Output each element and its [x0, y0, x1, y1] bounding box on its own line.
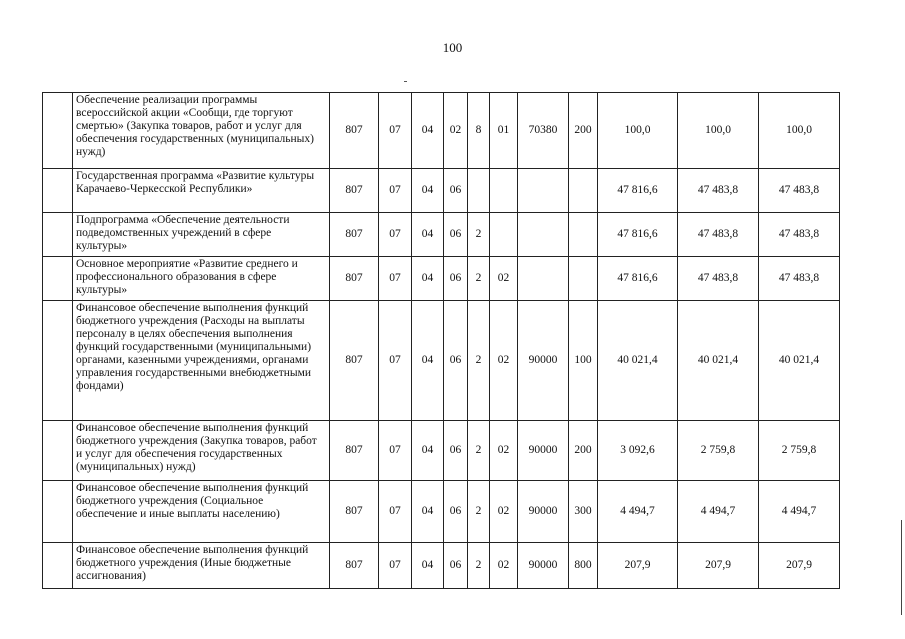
- section-code-cell: 07: [379, 213, 412, 257]
- row-index-cell: [43, 93, 73, 169]
- subprogram-code-cell: 2: [468, 257, 490, 301]
- amount-year-1-cell: 3 092,6: [598, 421, 678, 481]
- row-index-cell: [43, 301, 73, 421]
- grbs-code-cell: 807: [330, 213, 379, 257]
- measure-code-cell: 02: [490, 301, 518, 421]
- expense-type-code-cell: [569, 257, 598, 301]
- subprogram-code-cell: 2: [468, 301, 490, 421]
- grbs-code-cell: 807: [330, 421, 379, 481]
- amount-year-3-cell: 47 483,8: [759, 169, 840, 213]
- program-code-cell: 06: [444, 421, 468, 481]
- expense-type-code-cell: 100: [569, 301, 598, 421]
- program-code-cell: 06: [444, 301, 468, 421]
- amount-year-1-cell: 47 816,6: [598, 257, 678, 301]
- program-code-cell: 06: [444, 257, 468, 301]
- amount-year-2-cell: 100,0: [678, 93, 759, 169]
- row-index-cell: [43, 421, 73, 481]
- expense-type-code-cell: 200: [569, 421, 598, 481]
- section-code-cell: 07: [379, 93, 412, 169]
- row-description: Финансовое обеспечение выполнения функций бюджетного учреждения (Расходы на выплаты персоналу в целях обеспечения выполнения функций государственными (муниципальными) органами, казенными учреждениями, органами управления государственными внебюджетными фондами): [73, 301, 330, 421]
- subsection-code-cell: 04: [412, 93, 444, 169]
- direction-code-cell: 70380: [518, 93, 569, 169]
- row-description: Обеспечение реализации программы всероссийской акции «Сообщи, где торгуют смертью» (Закупка товаров, работ и услуг для обеспечения государственных (муниципальных) нужд): [73, 93, 330, 169]
- section-code-cell: 07: [379, 481, 412, 543]
- table-row: [43, 169, 840, 213]
- grbs-code-cell: 807: [330, 257, 379, 301]
- row-index-cell: [43, 481, 73, 543]
- table-row: [43, 257, 840, 301]
- table-row: [43, 421, 840, 481]
- subsection-code-cell: 04: [412, 301, 444, 421]
- amount-year-2-cell: 40 021,4: [678, 301, 759, 421]
- table-row: [43, 213, 840, 257]
- direction-code-cell: 90000: [518, 421, 569, 481]
- amount-year-1-cell: 100,0: [598, 93, 678, 169]
- program-code-cell: 02: [444, 93, 468, 169]
- amount-year-1-cell: 40 021,4: [598, 301, 678, 421]
- budget-table: [42, 92, 840, 589]
- expense-type-code-cell: [569, 213, 598, 257]
- amount-year-1-cell: 47 816,6: [598, 213, 678, 257]
- amount-year-3-cell: 47 483,8: [759, 213, 840, 257]
- measure-code-cell: 02: [490, 257, 518, 301]
- table-row: [43, 93, 840, 169]
- subprogram-code-cell: [468, 169, 490, 213]
- direction-code-cell: 90000: [518, 481, 569, 543]
- subprogram-code-cell: 2: [468, 213, 490, 257]
- section-code-cell: 07: [379, 421, 412, 481]
- row-description: Подпрограмма «Обеспечение деятельности подведомственных учреждений в сфере культуры»: [73, 213, 330, 257]
- measure-code-cell: [490, 169, 518, 213]
- amount-year-3-cell: 207,9: [759, 543, 840, 589]
- grbs-code-cell: 807: [330, 481, 379, 543]
- amount-year-1-cell: 47 816,6: [598, 169, 678, 213]
- grbs-code-cell: 807: [330, 301, 379, 421]
- page-number: 100: [442, 40, 463, 55]
- measure-code-cell: 02: [490, 481, 518, 543]
- subsection-code-cell: 04: [412, 421, 444, 481]
- expense-type-code-cell: 200: [569, 93, 598, 169]
- row-index-cell: [43, 543, 73, 589]
- section-code-cell: 07: [379, 257, 412, 301]
- scan-artifact-mark: [404, 81, 407, 82]
- row-index-cell: [43, 213, 73, 257]
- row-description: Финансовое обеспечение выполнения функций бюджетного учреждения (Социальное обеспечение и иные выплаты населению): [73, 481, 330, 543]
- expense-type-code-cell: 300: [569, 481, 598, 543]
- measure-code-cell: 02: [490, 543, 518, 589]
- grbs-code-cell: 807: [330, 93, 379, 169]
- direction-code-cell: 90000: [518, 301, 569, 421]
- amount-year-3-cell: 100,0: [759, 93, 840, 169]
- subprogram-code-cell: 2: [468, 421, 490, 481]
- section-code-cell: 07: [379, 543, 412, 589]
- row-description: Государственная программа «Развитие культуры Карачаево-Черкесской Республики»: [73, 169, 330, 213]
- program-code-cell: 06: [444, 543, 468, 589]
- expense-type-code-cell: 800: [569, 543, 598, 589]
- program-code-cell: 06: [444, 213, 468, 257]
- table-row: [43, 543, 840, 589]
- amount-year-3-cell: 2 759,8: [759, 421, 840, 481]
- program-code-cell: 06: [444, 169, 468, 213]
- subsection-code-cell: 04: [412, 543, 444, 589]
- amount-year-2-cell: 47 483,8: [678, 213, 759, 257]
- subsection-code-cell: 04: [412, 257, 444, 301]
- amount-year-2-cell: 4 494,7: [678, 481, 759, 543]
- scan-edge-line: [901, 520, 902, 615]
- amount-year-2-cell: 207,9: [678, 543, 759, 589]
- amount-year-3-cell: 47 483,8: [759, 257, 840, 301]
- section-code-cell: 07: [379, 169, 412, 213]
- subprogram-code-cell: 2: [468, 543, 490, 589]
- measure-code-cell: 02: [490, 421, 518, 481]
- table-row: [43, 301, 840, 421]
- section-code-cell: 07: [379, 301, 412, 421]
- direction-code-cell: 90000: [518, 543, 569, 589]
- row-index-cell: [43, 257, 73, 301]
- subsection-code-cell: 04: [412, 169, 444, 213]
- row-description: Основное мероприятие «Развитие среднего и профессионального образования в сфере культуры»: [73, 257, 330, 301]
- expense-type-code-cell: [569, 169, 598, 213]
- subsection-code-cell: 04: [412, 481, 444, 543]
- grbs-code-cell: 807: [330, 543, 379, 589]
- subprogram-code-cell: 8: [468, 93, 490, 169]
- amount-year-2-cell: 47 483,8: [678, 169, 759, 213]
- amount-year-3-cell: 4 494,7: [759, 481, 840, 543]
- row-description: Финансовое обеспечение выполнения функций бюджетного учреждения (Закупка товаров, работ и услуг для обеспечения государственных (муниципальных) нужд): [73, 421, 330, 481]
- amount-year-3-cell: 40 021,4: [759, 301, 840, 421]
- grbs-code-cell: 807: [330, 169, 379, 213]
- amount-year-1-cell: 4 494,7: [598, 481, 678, 543]
- measure-code-cell: [490, 213, 518, 257]
- program-code-cell: 06: [444, 481, 468, 543]
- amount-year-2-cell: 47 483,8: [678, 257, 759, 301]
- subsection-code-cell: 04: [412, 213, 444, 257]
- direction-code-cell: [518, 213, 569, 257]
- subprogram-code-cell: 2: [468, 481, 490, 543]
- amount-year-1-cell: 207,9: [598, 543, 678, 589]
- amount-year-2-cell: 2 759,8: [678, 421, 759, 481]
- table-body: [43, 93, 840, 589]
- direction-code-cell: [518, 169, 569, 213]
- row-description: Финансовое обеспечение выполнения функций бюджетного учреждения (Иные бюджетные ассигнования): [73, 543, 330, 589]
- row-index-cell: [43, 169, 73, 213]
- measure-code-cell: 01: [490, 93, 518, 169]
- direction-code-cell: [518, 257, 569, 301]
- table-row: [43, 481, 840, 543]
